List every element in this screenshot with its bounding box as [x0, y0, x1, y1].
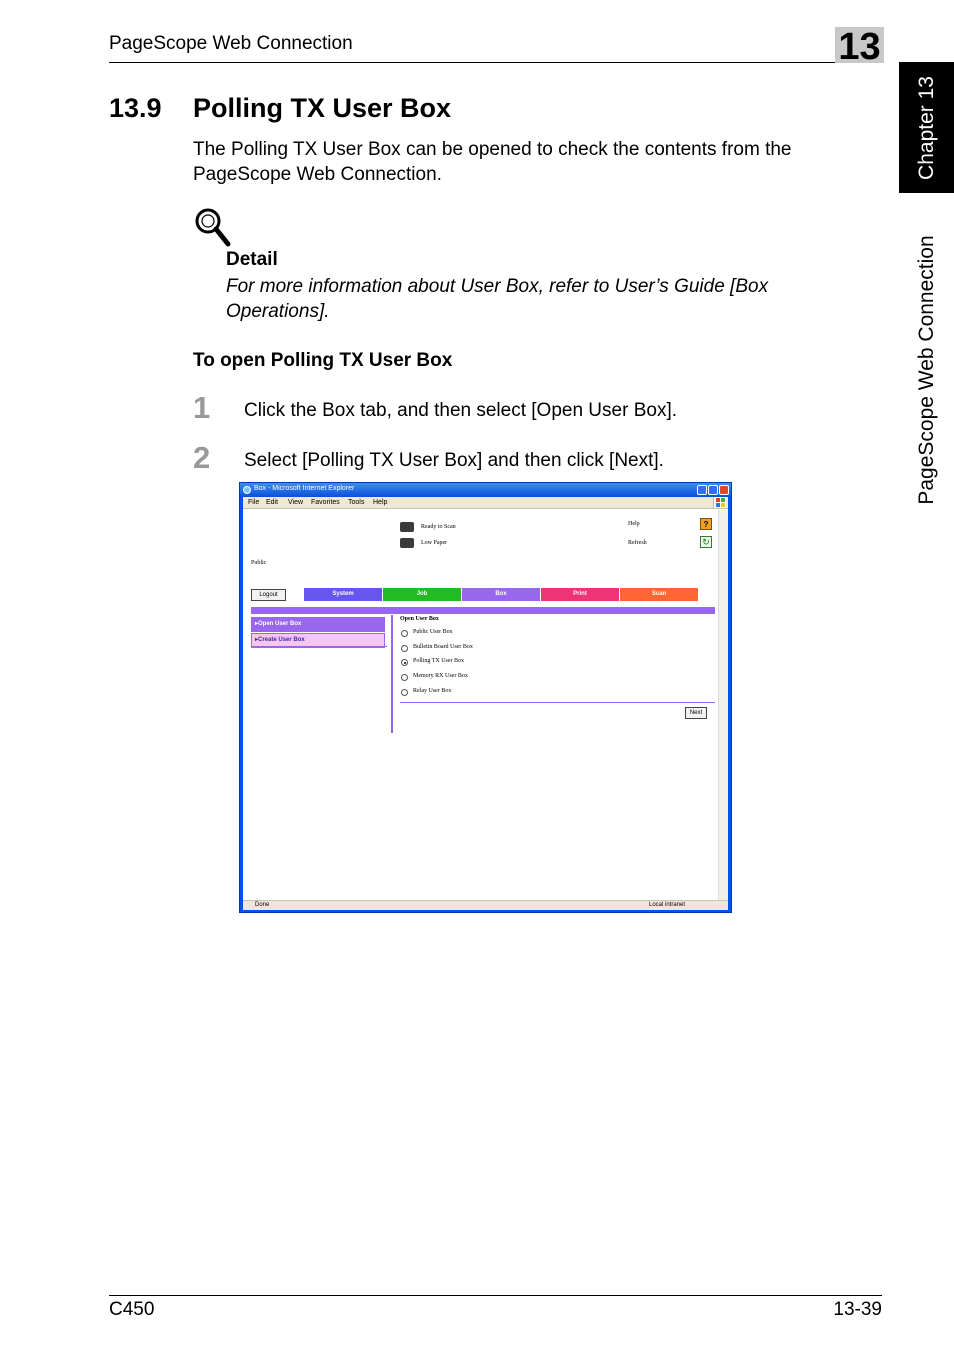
- browser-menubar: [243, 497, 728, 509]
- header-rule: [109, 62, 882, 63]
- side-tab-section: PageScope Web Connection: [914, 235, 938, 505]
- footer-model: C450: [109, 1299, 155, 1320]
- section-number: 13.9: [109, 93, 162, 123]
- radio-button-selected: [401, 659, 408, 666]
- printer-status-icon: [400, 522, 414, 532]
- menu-edit: Edit: [266, 499, 279, 506]
- maximize-icon: [708, 485, 718, 495]
- step-number-2: 2: [193, 440, 211, 475]
- magnifier-icon: [193, 206, 233, 248]
- radio-button: [401, 645, 408, 652]
- menu-tools: Tools: [348, 499, 365, 506]
- page-content: Ready to Scan Low Paper Help ? Refresh ↻ Public Logout System Job Box Print Scan ▸Open User Box ▸Create User Box Open User Box Public User Box Bulletin Board User Box Polling TX User Box Memory RX User Box Relay User Box Next: [243, 510, 718, 900]
- menu-favorites: Favorites: [311, 499, 340, 506]
- panel-rule: [400, 702, 715, 703]
- step-text-1: Click the Box tab, and then select [Open User Box].: [244, 400, 678, 421]
- section-intro: The Polling TX User Box can be opened to check the contents from the PageScope Web Connection.: [193, 139, 792, 185]
- tab-job: Job: [383, 588, 461, 601]
- running-header: PageScope Web Connection: [109, 33, 353, 54]
- logout-button: Logout: [251, 589, 286, 601]
- windows-flag-icon: [713, 497, 726, 508]
- minimize-icon: [697, 485, 707, 495]
- step-text-2: Select [Polling TX User Box] and then click [Next].: [244, 450, 664, 471]
- footer-page-number: 13-39: [833, 1299, 882, 1320]
- section-title: Polling TX User Box: [193, 93, 452, 123]
- printer-paper-icon: [400, 538, 414, 548]
- ie-logo-icon: [243, 486, 251, 494]
- side-menu-open-user-box: ▸Open User Box: [251, 617, 385, 632]
- vertical-scrollbar: [718, 510, 728, 900]
- tab-underline-bar: [251, 607, 715, 614]
- detail-heading: Detail: [226, 249, 278, 270]
- user-mode: Public: [251, 560, 267, 566]
- tab-print: Print: [541, 588, 619, 601]
- menu-help: Help: [373, 499, 388, 506]
- statusbar-done: Done: [255, 902, 270, 908]
- tab-scan: Scan: [620, 588, 698, 601]
- window-title: Box - Microsoft Internet Explorer: [254, 485, 355, 492]
- tab-box: Box: [462, 588, 540, 601]
- side-tab-chapter: Chapter 13: [914, 75, 938, 180]
- browser-window-screenshot: [239, 482, 732, 913]
- next-button: Next: [685, 707, 707, 719]
- radio-button: [401, 689, 408, 696]
- tab-system: System: [304, 588, 382, 601]
- footer-rule: [109, 1295, 882, 1296]
- side-menu-rule: [251, 646, 387, 647]
- panel-divider: [391, 615, 393, 733]
- step-number-1: 1: [193, 390, 211, 425]
- panel-heading: Open User Box: [400, 616, 439, 622]
- refresh-link: Refresh: [628, 540, 647, 546]
- help-link: Help: [628, 521, 640, 527]
- status-paper: Low Paper: [421, 540, 448, 546]
- statusbar-zone: Local intranet: [649, 902, 686, 908]
- detail-text: For more information about User Box, refer to User’s Guide [Box Operations].: [226, 276, 769, 322]
- radio-button: [401, 674, 408, 681]
- side-menu-create-user-box: ▸Create User Box: [251, 633, 385, 648]
- menu-file: File: [248, 499, 260, 506]
- window-titlebar: [240, 483, 731, 497]
- browser-statusbar: [243, 900, 728, 910]
- procedure-heading: To open Polling TX User Box: [193, 350, 453, 371]
- refresh-icon: ↻: [700, 536, 712, 548]
- menu-view: View: [288, 499, 304, 506]
- chapter-number-box: 13: [835, 27, 884, 63]
- window-client: [243, 497, 728, 910]
- close-icon: [719, 485, 729, 495]
- radio-button: [401, 630, 408, 637]
- status-ready: Ready to Scan: [421, 524, 456, 530]
- help-icon: ?: [700, 518, 712, 530]
